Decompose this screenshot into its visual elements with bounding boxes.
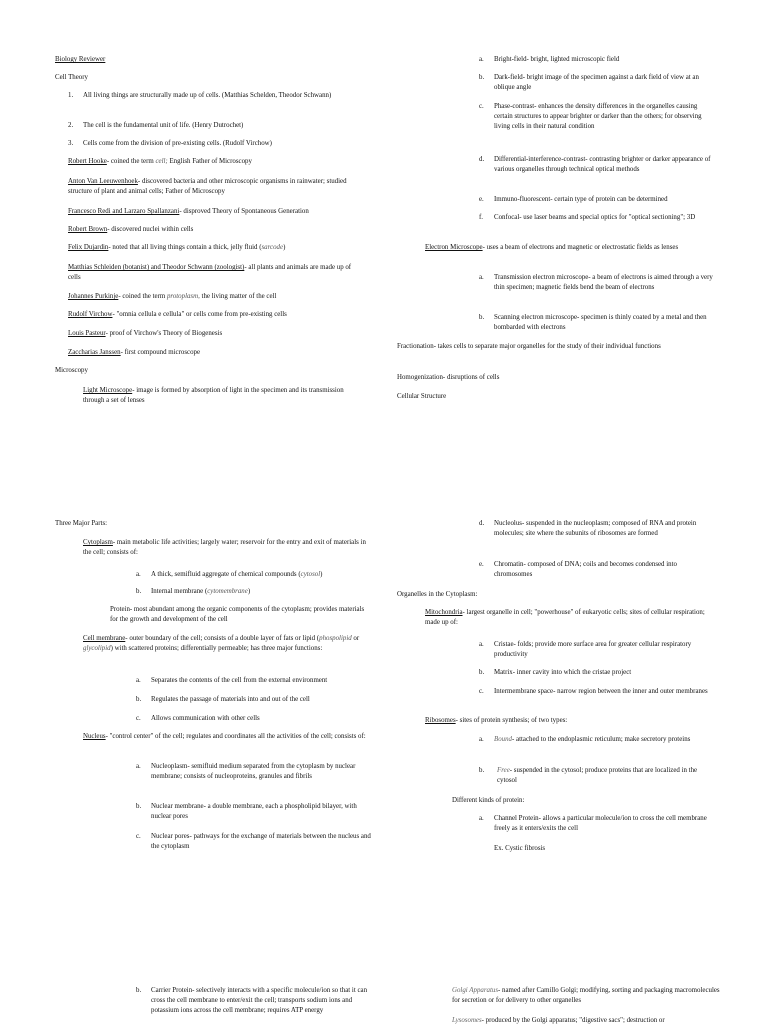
term: cytosol (300, 571, 321, 578)
entry-text: ) with scattered proteins; differentially permeable; has three major functions: (110, 645, 323, 652)
leeuwenhoek-entry (68, 177, 358, 197)
theory-number: 2. (68, 122, 74, 129)
entry-text: - named after Camillo Golgi; modifying, sorting and packaging macromolecules for secretion or for delivery to other organelles (452, 987, 720, 1004)
theory-text: Cells come from the division of pre-existing cells. (Rudolf Virchow) (83, 140, 272, 147)
item-letter: a. (136, 763, 141, 770)
item-letter: b. (136, 588, 142, 595)
term: Golgi Apparatus (452, 987, 499, 994)
cellular-structure-heading: Cellular Structure (397, 393, 447, 400)
item-letter: b. (136, 987, 142, 994)
entry-text: - image is formed by absorption of light in the specimen and its transmission through a set of lenses (83, 387, 344, 404)
item-text (151, 587, 376, 597)
term: phospolipid (319, 635, 352, 642)
item-letter: c. (479, 688, 484, 695)
theory-number: 1. (68, 92, 74, 99)
item-text (151, 570, 376, 580)
entry-text: - "omnia cellula e cellula" or cells come from pre-existing cells (112, 311, 287, 318)
theory-text: The cell is the fundamental unit of life. (Henry Dutrochet) (83, 122, 244, 129)
item-letter: c. (136, 833, 141, 840)
entry-text: ) (283, 244, 286, 251)
entry-text: - noted that all living things contain a thick, jelly fluid ( (108, 244, 262, 251)
entry-text: - disproved Theory of Spontaneous Generation (179, 208, 309, 215)
theory-number: 3. (68, 140, 74, 147)
item-letter: b. (136, 803, 142, 810)
scientist-name: Robert Hooke (68, 158, 107, 165)
light-microscope-entry (83, 386, 363, 406)
cytoplasm-entry (83, 538, 368, 558)
scientist-name: Johannes Purkinje (68, 293, 119, 300)
item-letter: a. (479, 736, 484, 743)
item-letter: e. (479, 196, 484, 203)
term: Free (497, 767, 510, 774)
term-name: Ribosomes (425, 717, 456, 724)
item-letter: b. (479, 314, 485, 321)
term: Bound (494, 736, 512, 743)
item-letter: f. (479, 214, 484, 221)
cell-theory-heading: Cell Theory (55, 74, 88, 81)
item-text: Confocal- use laser beams and special optics for "optical sectioning"; 3D (494, 214, 696, 221)
item-letter: e. (479, 561, 484, 568)
ribosomes-entry (425, 716, 715, 726)
scientist-name: Rudolf Virchow (68, 311, 113, 318)
term-name: Cytoplasm (83, 539, 113, 546)
scientist-name: Francesco Redi and Larzaro Spallanzani (68, 208, 180, 215)
reviewer-title: Biology Reviewer (55, 56, 106, 63)
entry-text: - first compound microscope (120, 349, 201, 356)
item-letter: a. (136, 677, 141, 684)
entry-text: English Father of Microscopy (167, 158, 252, 165)
nucleus-entry (83, 732, 373, 742)
item-letter: d. (479, 156, 485, 163)
term-name: Cell membrane (83, 635, 126, 642)
electron-microscope-entry (425, 243, 715, 253)
entry-text: - proof of Virchow's Theory of Biogenesis (105, 330, 223, 337)
item-text: Phase-contrast- enhances the density differences in the organelles causing certain structures to appear brighter or darker than the others; for observing living cells in their natural condition (494, 103, 702, 130)
protein-note: Protein- most abundant among the organic components of the cytoplasm; provides materials for the growth and development of the cell (110, 606, 365, 623)
golgi-entry (452, 986, 722, 1006)
item-text: Nuclear membrane- a double membrane, each a phospholipid bilayer, with nuclear pores (151, 803, 357, 820)
item-text: Nuclear pores- pathways for the exchange of materials between the nucleus and the cytoplasm (151, 833, 371, 850)
item-letter: b. (479, 767, 485, 774)
scientist-name: Felix Dujardin (68, 244, 109, 251)
term-name: Electron Microscope (425, 244, 483, 251)
item-text: Channel Protein- allows a particular molecule/ion to cross the cell membrane freely as it enters/exits the cell (494, 815, 707, 832)
redi-entry (68, 207, 368, 217)
scientist-name: Anton Van Leeuwenhoek (68, 178, 138, 185)
item-text-part: A thick, semifluid aggregate of chemical compounds ( (151, 571, 301, 578)
purkinje-entry (68, 292, 368, 302)
brown-entry (68, 225, 368, 235)
item-text: Scanning electron microscope- specimen is thinly coated by a metal and then bombarded with electrons (494, 314, 707, 331)
term: Lysosomes (452, 1017, 482, 1024)
entry-text: - coined the term (106, 158, 156, 165)
item-letter: a. (136, 571, 141, 578)
virchow-entry (68, 310, 368, 320)
entry-text: - largest organelle in cell; "powerhouse" of eukaryotic cells; sites of cellular respiration; made up of: (425, 609, 705, 626)
three-major-parts-heading: Three Major Parts: (55, 520, 108, 527)
item-letter: a. (479, 56, 484, 63)
item-letter: c. (136, 715, 141, 722)
item-text: Carrier Protein- selectively interacts with a specific molecule/ion so that it can cross the cell membrane to enter/exit the cell; transports sodium ions and potassium ions across the cell membrane; requires ATP energy (151, 987, 368, 1014)
entry-text: the living matter of the cell (199, 293, 277, 300)
item-text-part: ) (247, 588, 251, 595)
item-text: Nucleoplasm- semifluid medium separated from the cytoplasm by nuclear membrane; consists of nucleoproteins, granules and fibrils (151, 763, 356, 780)
mitochondria-entry (425, 608, 715, 628)
dujardin-entry (68, 243, 368, 253)
homogenization-entry: Homogenization- disruptions of cells (397, 374, 500, 381)
item-text: Differential-interference-contrast- contrasting brighter or darker appearance of various organelles through technical optical methods (494, 156, 711, 173)
janssen-entry (68, 348, 368, 358)
term-name: Nucleus (83, 733, 106, 740)
item-text: Dark-field- bright image of the specimen against a dark field of view at an oblique angle (494, 74, 699, 91)
item-text: Nucleolus- suspended in the nucleoplasm; composed of RNA and protein molecules; site where the subunits of ribosomes are formed (494, 520, 697, 537)
entry-text: - sites of protein synthesis; of two types: (455, 717, 568, 724)
item-letter: b. (136, 696, 142, 703)
item-letter: a. (479, 641, 484, 648)
item-text: Allows communication with other cells (151, 715, 260, 722)
item-text: Cristae- folds; provide more surface area for greater cellular respiratory productivity (494, 641, 692, 658)
item-letter: d. (479, 520, 485, 527)
scientist-name: Zaccharias Janssen (68, 349, 121, 356)
item-letter: a. (479, 274, 484, 281)
term: cytomembrane (207, 588, 248, 595)
term-name: Light Microscope (83, 387, 133, 394)
example-text: Ex. Cystic fibrosis (494, 845, 546, 852)
microscopy-heading: Microscopy (55, 367, 88, 374)
organelles-heading: Organelles in the Cytoplasm: (397, 591, 478, 598)
item-text-part: - suspended in the cytosol; produce proteins that are localized in the cytosol (497, 767, 698, 784)
protein-kinds-heading: Different kinds of protein: (452, 797, 525, 804)
entry-text: - outer boundary of the cell; consists of a double layer of fats or lipid ( (125, 635, 320, 642)
scientist-name: Louis Pasteur (68, 330, 106, 337)
item-text: Intermembrane space- narrow region between the inner and outer membranes (494, 688, 708, 695)
cell-membrane-entry (83, 634, 373, 654)
item-text-part: Internal membrane ( (151, 588, 208, 595)
theory-text: All living things are structurally made up of cells. (Matthias Schelden, Theodor Schwann) (83, 92, 332, 99)
item-text: Transmission electron microscope- a beam of electrons is aimed through a very thin specimen; magnetic fields bend the beam of electrons (494, 274, 713, 291)
lysosomes-entry (452, 1016, 722, 1026)
entry-text: - discovered bacteria and other microscopic organisms in rainwater; studied structure of plant and animal cells; Father of Microscopy (68, 178, 347, 195)
item-text: Bright-field- bright, lighted microscopic field (494, 56, 620, 63)
entry-text: or (351, 635, 360, 642)
entry-text: - main metabolic life activities; largely water; reservoir for the entry and exit of materials in the cell; consists of: (83, 539, 366, 556)
schleiden-entry (68, 263, 363, 283)
entry-text: - all plants and animals are made up of cells (68, 264, 352, 281)
entry-text: - "control center" of the cell; regulates and coordinates all the activities of the cell; consists of: (105, 733, 366, 740)
item-text: Regulates the passage of materials into and out of the cell (151, 696, 310, 703)
fractionation-entry: Fractionation- takes cells to separate major organelles for the study of their individual functions (397, 343, 661, 350)
item-text: Chromatin- composed of DNA; coils and becomes condensed into chromosomes (494, 561, 677, 578)
item-text: Immuno-fluorescent- certain type of protein can be determined (494, 196, 668, 203)
item-text-part: ) (320, 571, 323, 578)
item-text: Matrix- inner cavity into which the cristae project (494, 669, 632, 676)
item-letter: b. (479, 669, 485, 676)
item-letter: a. (479, 815, 484, 822)
pasteur-entry (68, 329, 368, 339)
item-text-part: - attached to the endoplasmic reticulum; make secretory proteins (512, 736, 691, 743)
entry-text: - uses a beam of electrons and magnetic or electrostatic fields as lenses (482, 244, 679, 251)
hooke-entry (68, 157, 368, 167)
term: glycolipid (83, 645, 111, 652)
scientist-name: Matthias Schleiden (botanist) and Theodor Schwann (zoologist) (68, 264, 245, 271)
item-letter: c. (479, 103, 484, 110)
term: cell; (155, 158, 168, 165)
entry-text: - coined the term (118, 293, 167, 300)
scientist-name: Robert Brown (68, 226, 108, 233)
term-name: Mitochondria (425, 609, 463, 616)
item-letter: b. (479, 74, 485, 81)
item-text: Separates the contents of the cell from the external environment (151, 677, 328, 684)
item-text (497, 766, 716, 786)
term: protoplasm, (166, 293, 200, 300)
entry-text: - discovered nuclei within cells (107, 226, 194, 233)
entry-text: - produced by the Golgi apparatus; "digestive sacs"; destruction or (481, 1017, 665, 1024)
term: sarcode (261, 244, 284, 251)
item-text (494, 735, 716, 745)
